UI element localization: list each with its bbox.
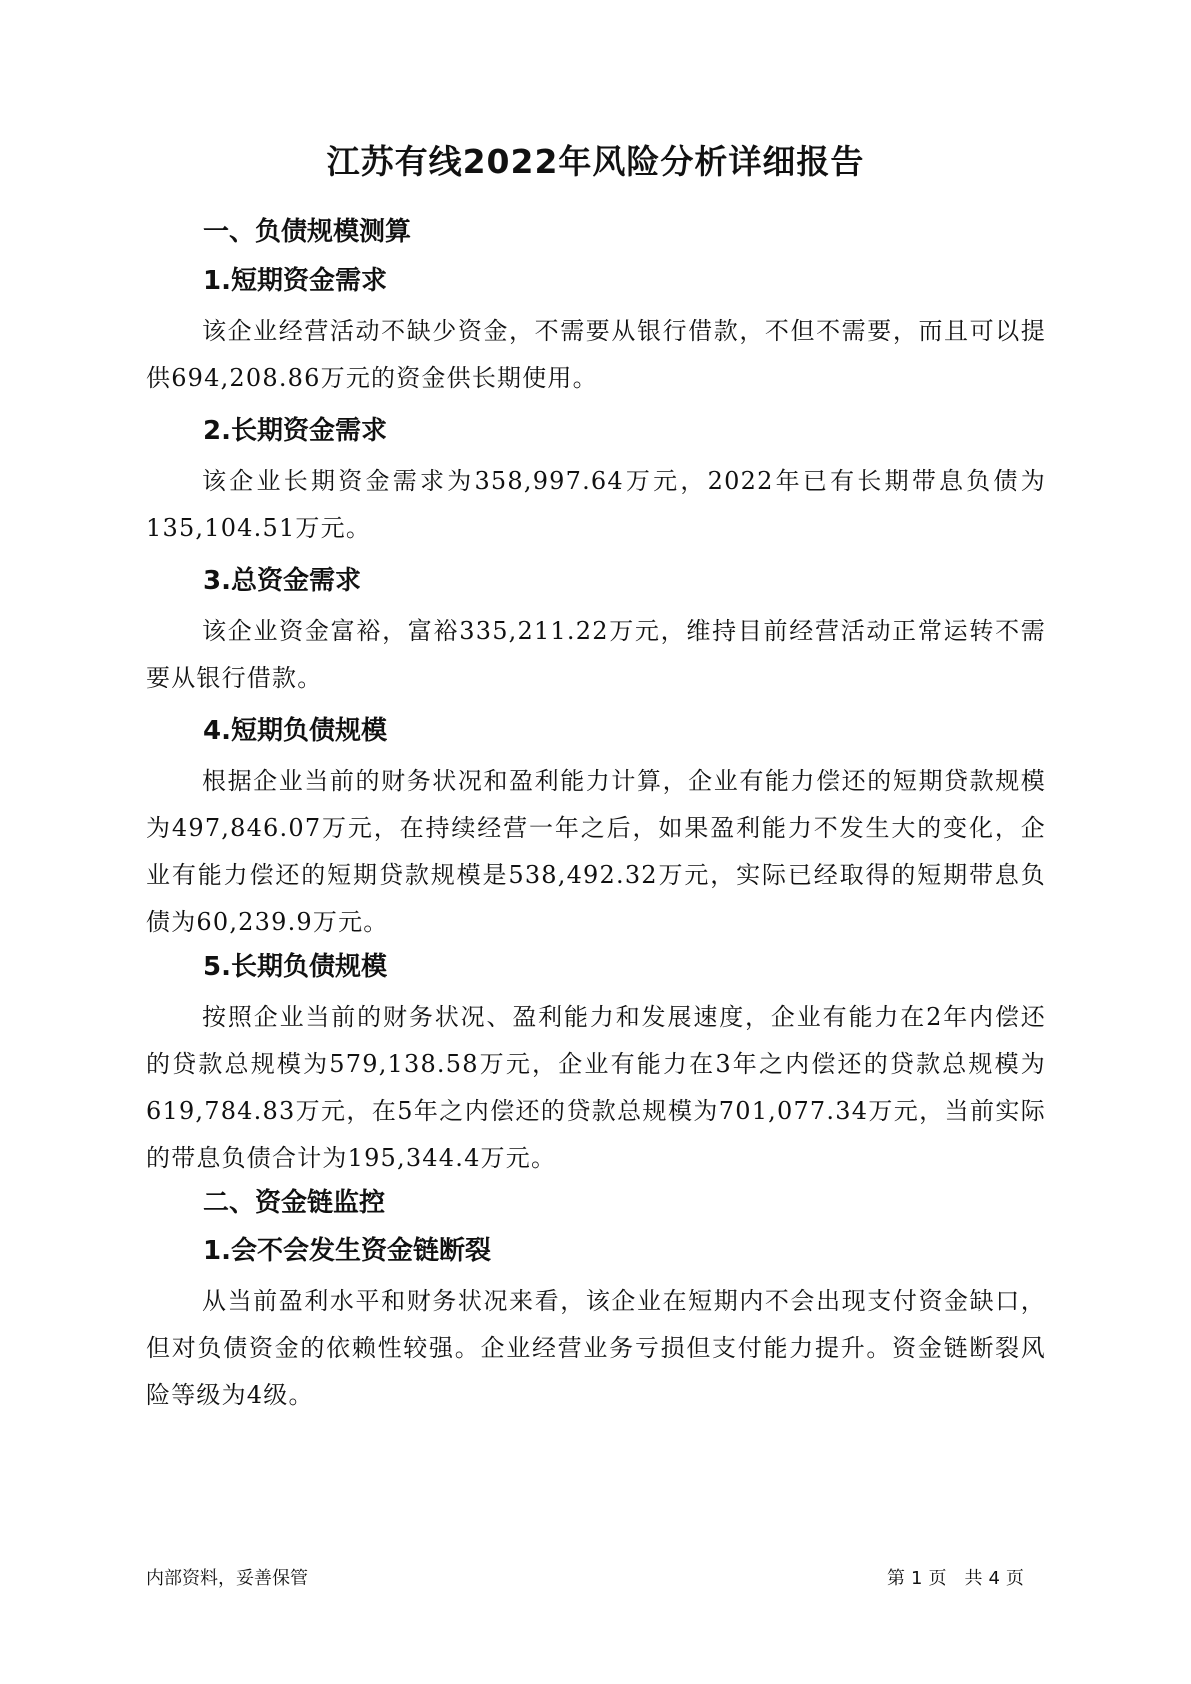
total-suffix: 页 xyxy=(1005,1568,1024,1589)
subsection-heading-total-funding: 3.总资金需求 xyxy=(203,566,361,596)
section-heading-debt-scale: 一、负债规模测算 xyxy=(203,217,412,247)
paragraph-total-funding: 该企业资金富裕，富裕335,211.22万元，维持目前经营活动正常运转不需要从银行借款。 xyxy=(146,617,1046,692)
paragraph-long-term-funding: 该企业长期资金需求为358,997.64万元，2022年已有长期带息负债为135,104.51万元。 xyxy=(146,467,1046,542)
page-prefix: 第 xyxy=(887,1568,905,1589)
total-pages: 4 xyxy=(988,1568,1000,1589)
page-title: 江苏有线2022年风险分析详细报告 xyxy=(326,142,865,181)
paragraph-cash-chain-break: 从当前盈利水平和财务状况来看，该企业在短期内不会出现支付资金缺口，但对负债资金的依赖性较强。企业经营业务亏损但支付能力提升。资金链断裂风险等级为4级。 xyxy=(146,1287,1046,1409)
subsection-heading-cash-chain-break: 1.会不会发生资金链断裂 xyxy=(203,1236,491,1266)
footer-page-indicator xyxy=(887,1564,1030,1590)
paragraph-long-term-debt: 按照企业当前的财务状况、盈利能力和发展速度，企业有能力在2年内偿还的贷款总规模为579,138.58万元，企业有能力在3年之内偿还的贷款总规模为619,784.83万元，在5年之内偿还的贷款总规模为701,077.34万元，当前实际的带息负债合计为195,344.4万元。 xyxy=(146,1003,1046,1172)
paragraph-short-term-funding: 该企业经营活动不缺少资金，不需要从银行借款，不但不需要，而且可以提供694,208.86万元的资金供长期使用。 xyxy=(146,317,1046,392)
page-number: 1 xyxy=(911,1568,923,1589)
subsection-heading-long-term-debt: 5.长期负债规模 xyxy=(203,952,387,982)
footer-confidential-note: 内部资料，妥善保管 xyxy=(146,1568,308,1589)
subsection-heading-short-term-debt: 4.短期负债规模 xyxy=(203,716,387,746)
page-suffix: 页 xyxy=(928,1568,947,1589)
total-prefix: 共 xyxy=(964,1568,983,1589)
paragraph-short-term-debt: 根据企业当前的财务状况和盈利能力计算，企业有能力偿还的短期贷款规模为497,846.07万元，在持续经营一年之后，如果盈利能力不发生大的变化，企业有能力偿还的短期贷款规模是538,492.32万元，实际已经取得的短期带息负债为60,239.9万元。 xyxy=(146,767,1046,936)
subsection-heading-long-term-funding: 2.长期资金需求 xyxy=(203,416,387,446)
subsection-heading-short-term-funding: 1.短期资金需求 xyxy=(203,266,387,296)
section-heading-cash-chain: 二、资金链监控 xyxy=(203,1188,386,1218)
